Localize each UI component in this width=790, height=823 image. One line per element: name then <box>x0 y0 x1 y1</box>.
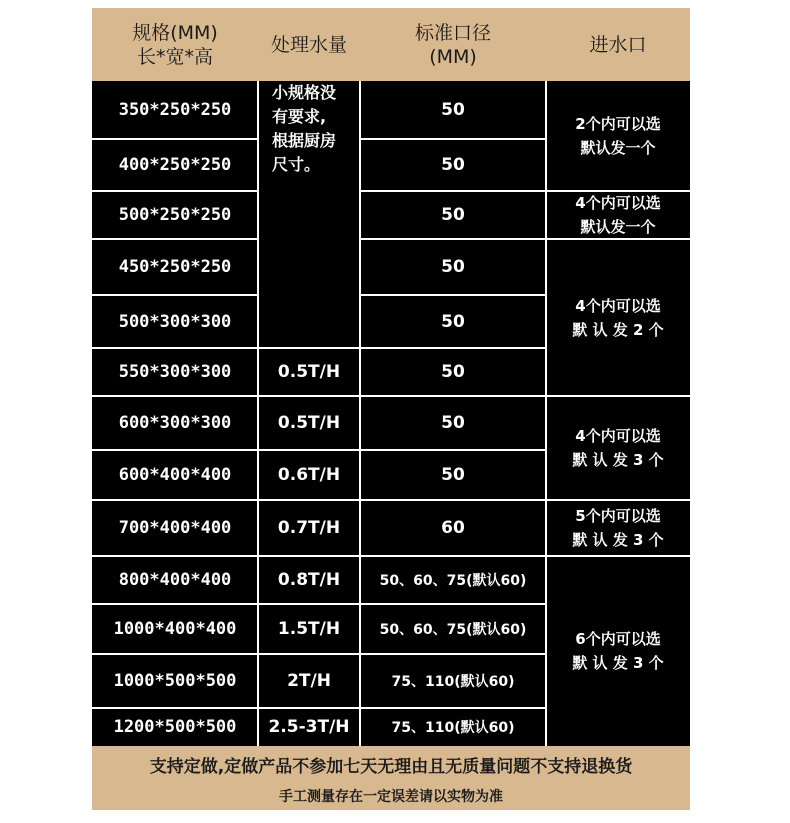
header-spec-line2: 长*宽*高 <box>136 45 213 68</box>
table-row-flow: 2T/H <box>287 671 331 691</box>
row-divider <box>258 603 360 605</box>
row-divider <box>92 449 258 451</box>
header-inlet: 进水口 <box>546 8 690 81</box>
row-divider <box>92 190 258 192</box>
table-row-flow: 1.5T/H <box>277 619 341 639</box>
flow-note-line: 有要求, <box>272 107 327 126</box>
header-spec-line1: 规格(MM) <box>132 21 218 44</box>
table-row-flow: 0.8T/H <box>277 570 341 590</box>
header-diameter-line1: 标准口径 <box>414 21 491 44</box>
table-row-spec: 400*250*250 <box>118 155 232 175</box>
table-row-diameter: 50 <box>441 155 465 175</box>
row-divider <box>258 499 360 501</box>
footer-note-2: 手工测量存在一定误差请以实物为准 <box>92 782 690 810</box>
header-flow: 处理水量 <box>258 8 360 81</box>
inlet-divider <box>546 395 690 397</box>
row-divider <box>360 499 546 501</box>
inlet-group <box>546 239 690 396</box>
table-row-spec: 800*400*400 <box>118 570 232 590</box>
table-row-diameter: 50、60、75(默认60) <box>379 622 527 638</box>
table-row-spec: 600*400*400 <box>118 465 232 485</box>
row-divider <box>92 395 258 397</box>
table-row-flow: 0.6T/H <box>277 465 341 485</box>
row-divider <box>258 555 360 557</box>
table-row-flow: 0.5T/H <box>277 413 341 433</box>
spec-table <box>92 8 690 810</box>
row-divider <box>92 138 258 140</box>
flow-note-line: 小规格没 <box>272 83 337 102</box>
inlet-divider <box>546 499 690 501</box>
table-row-spec: 600*300*300 <box>118 413 232 433</box>
col-divider <box>359 81 361 746</box>
table-row-flow: 0.7T/H <box>277 518 341 538</box>
table-row-diameter: 75、110(默认60) <box>391 720 515 736</box>
row-divider <box>92 238 258 240</box>
row-divider <box>360 238 546 240</box>
table-row-diameter: 50 <box>441 205 465 225</box>
table-row-diameter: 50 <box>441 362 465 382</box>
inlet-divider <box>546 190 690 192</box>
table-row-flow: 2.5-3T/H <box>268 717 350 737</box>
row-divider <box>258 707 360 709</box>
row-divider <box>360 138 546 140</box>
inlet-group-line: 默 认 发 3 个 <box>572 531 664 549</box>
row-divider <box>92 555 258 557</box>
table-row-spec: 1000*500*500 <box>113 671 237 691</box>
table-row-spec: 1200*500*500 <box>113 717 237 737</box>
table-row-diameter: 75、110(默认60) <box>391 674 515 690</box>
row-divider <box>360 395 546 397</box>
inlet-group-line: 4个内可以选 <box>575 194 661 212</box>
inlet-group-line: 5个内可以选 <box>575 507 661 525</box>
footer-note-1: 支持定做,定做产品不参加七天无理由且无质量问题不支持退换货 <box>92 746 690 782</box>
row-divider <box>360 449 546 451</box>
col-divider <box>257 81 259 746</box>
table-row-spec: 450*250*250 <box>118 257 232 277</box>
inlet-group <box>546 556 690 746</box>
header-spec <box>92 8 258 81</box>
table-row-diameter: 50 <box>441 413 465 433</box>
row-divider <box>92 707 258 709</box>
table-row-diameter: 50 <box>441 311 465 332</box>
row-divider <box>360 347 546 349</box>
flow-merged-note <box>258 81 360 348</box>
table-row-spec: 500*250*250 <box>118 205 232 225</box>
inlet-divider <box>546 238 690 240</box>
table-row-diameter: 50 <box>441 257 465 277</box>
inlet-group-line: 4个内可以选 <box>575 296 661 315</box>
row-divider <box>258 395 360 397</box>
row-divider <box>92 294 258 296</box>
row-divider <box>92 603 258 605</box>
header-diameter-line2: (MM) <box>429 45 477 68</box>
inlet-group-line: 默 认 发 2 个 <box>572 320 664 339</box>
flow-note-line: 尺寸。 <box>272 155 321 174</box>
row-divider <box>92 347 258 349</box>
inlet-group <box>546 500 690 556</box>
inlet-group <box>546 191 690 239</box>
row-divider <box>258 653 360 655</box>
header-diameter <box>360 8 546 81</box>
inlet-group <box>546 396 690 500</box>
inlet-group <box>546 81 690 191</box>
table-row-diameter: 60 <box>441 518 465 538</box>
row-divider <box>360 555 546 557</box>
inlet-group-line: 4个内可以选 <box>575 427 661 445</box>
flow-note-line: 根据厨房 <box>272 131 337 150</box>
row-divider <box>360 190 546 192</box>
table-row-spec: 1000*400*400 <box>113 619 237 639</box>
col-divider <box>545 81 547 746</box>
row-divider <box>360 707 546 709</box>
inlet-group-line: 默 认 发 3 个 <box>572 451 664 469</box>
inlet-group-line: 6个内可以选 <box>575 630 661 648</box>
table-row-spec: 500*300*300 <box>118 311 232 332</box>
inlet-group-line: 默认发一个 <box>580 139 656 157</box>
inlet-group-line: 默认发一个 <box>580 218 656 236</box>
inlet-divider <box>546 555 690 557</box>
row-divider <box>258 449 360 451</box>
table-row-flow: 0.5T/H <box>277 362 341 382</box>
row-divider <box>92 653 258 655</box>
row-divider <box>360 294 546 296</box>
row-divider <box>360 653 546 655</box>
inlet-group-line: 2个内可以选 <box>575 115 661 133</box>
table-row-spec: 350*250*250 <box>118 100 232 120</box>
table-row-diameter: 50、60、75(默认60) <box>379 573 527 589</box>
table-row-diameter: 50 <box>441 465 465 485</box>
table-row-spec: 550*300*300 <box>118 362 232 382</box>
table-row-spec: 700*400*400 <box>118 518 232 538</box>
row-divider <box>360 603 546 605</box>
inlet-group-line: 默 认 发 3 个 <box>572 654 664 672</box>
row-divider <box>258 347 360 349</box>
row-divider <box>92 499 258 501</box>
table-row-diameter: 50 <box>441 100 465 120</box>
